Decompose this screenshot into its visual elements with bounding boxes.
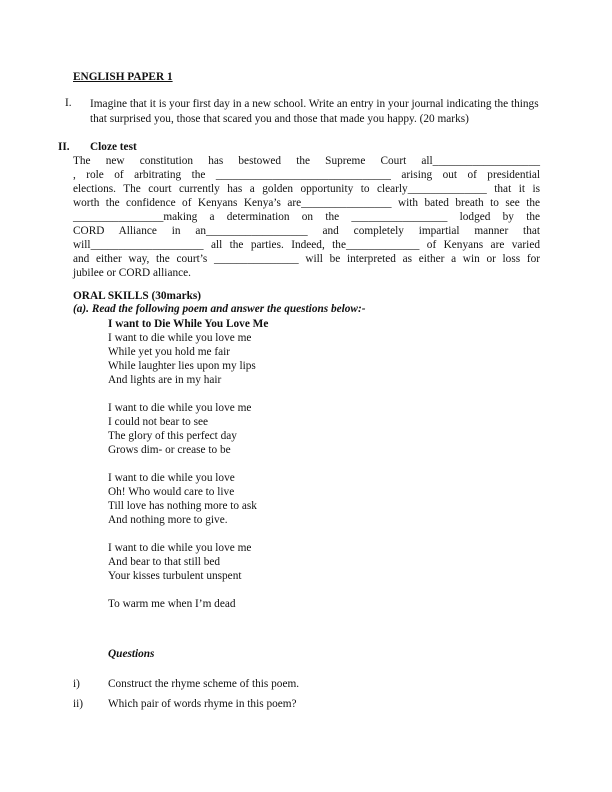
section-1-text: Imagine that it is your first day in a new school. Write an entry in your journal indicating the things that surprised you, those that scared you and those that made you happy. (20 marks) <box>90 98 539 125</box>
stanza <box>108 471 268 527</box>
poem-instruction: (a). Read the following poem and answer the questions below:- <box>73 303 366 315</box>
stanza <box>108 331 268 387</box>
question-text: Construct the rhyme scheme of this poem. <box>108 678 300 690</box>
poem-line: And bear to that still bed <box>108 556 221 568</box>
poem-line: I want to die while you love me <box>108 332 252 344</box>
poem-line: I want to die while you love me <box>108 402 252 414</box>
stanza <box>108 541 268 583</box>
section-2-heading: Cloze test <box>90 141 137 153</box>
poem-line: Till love has nothing more to ask <box>108 500 257 512</box>
poem-line: And nothing more to give. <box>108 514 228 526</box>
document-title: ENGLISH PAPER 1 <box>73 71 173 83</box>
cloze-passage <box>73 154 540 280</box>
poem-line: I want to die while you love <box>108 472 235 484</box>
poem-line: To warm me when I’m dead <box>108 598 236 610</box>
cloze-line: elections. The court currently has a golden opportunity to clearly______________ that it is <box>73 183 540 195</box>
poem-line: Oh! Who would care to live <box>108 486 235 498</box>
question-number: i) <box>73 678 80 690</box>
stanza <box>108 401 268 457</box>
cloze-line: CORD Alliance in an__________________ and completely impartial manner that <box>73 225 540 237</box>
section-2-number: II. <box>58 141 70 153</box>
poem-line: While yet you hold me fair <box>108 346 231 358</box>
cloze-line: jubilee or CORD alliance. <box>73 267 191 279</box>
poem-line: I could not bear to see <box>108 416 209 428</box>
oral-skills-heading: ORAL SKILLS (30marks) <box>73 290 202 302</box>
poem-line: And lights are in my hair <box>108 374 222 386</box>
stanza <box>108 597 268 611</box>
poem <box>108 317 268 625</box>
question-text: Which pair of words rhyme in this poem? <box>108 698 297 710</box>
cloze-line: The new constitution has bestowed the Supreme Court all___________________ <box>73 155 540 167</box>
poem-line: I want to die while you love me <box>108 542 252 554</box>
poem-title: I want to Die While You Love Me <box>108 318 269 330</box>
cloze-line: , role of arbitrating the _______________________________ arising out of presidential <box>73 169 540 181</box>
question-number: ii) <box>73 698 84 710</box>
poem-line: Grows dim- or crease to be <box>108 444 231 456</box>
cloze-line: and either way, the court’s _______________ will be interpreted as either a win or loss for <box>73 253 540 265</box>
cloze-line: ________________making a determination on the _________________ lodged by the <box>73 211 540 223</box>
poem-line: The glory of this perfect day <box>108 430 237 442</box>
poem-line: Your kisses turbulent unspent <box>108 570 242 582</box>
cloze-line: will____________________ all the parties. Indeed, the_____________ of Kenyans are varied <box>73 239 540 251</box>
questions-heading: Questions <box>108 648 155 660</box>
section-1-number: I. <box>65 97 72 109</box>
cloze-line: worth the confidence of Kenyans Kenya’s are________________ with bated breath to see the <box>73 197 540 209</box>
poem-line: While laughter lies upon my lips <box>108 360 256 372</box>
